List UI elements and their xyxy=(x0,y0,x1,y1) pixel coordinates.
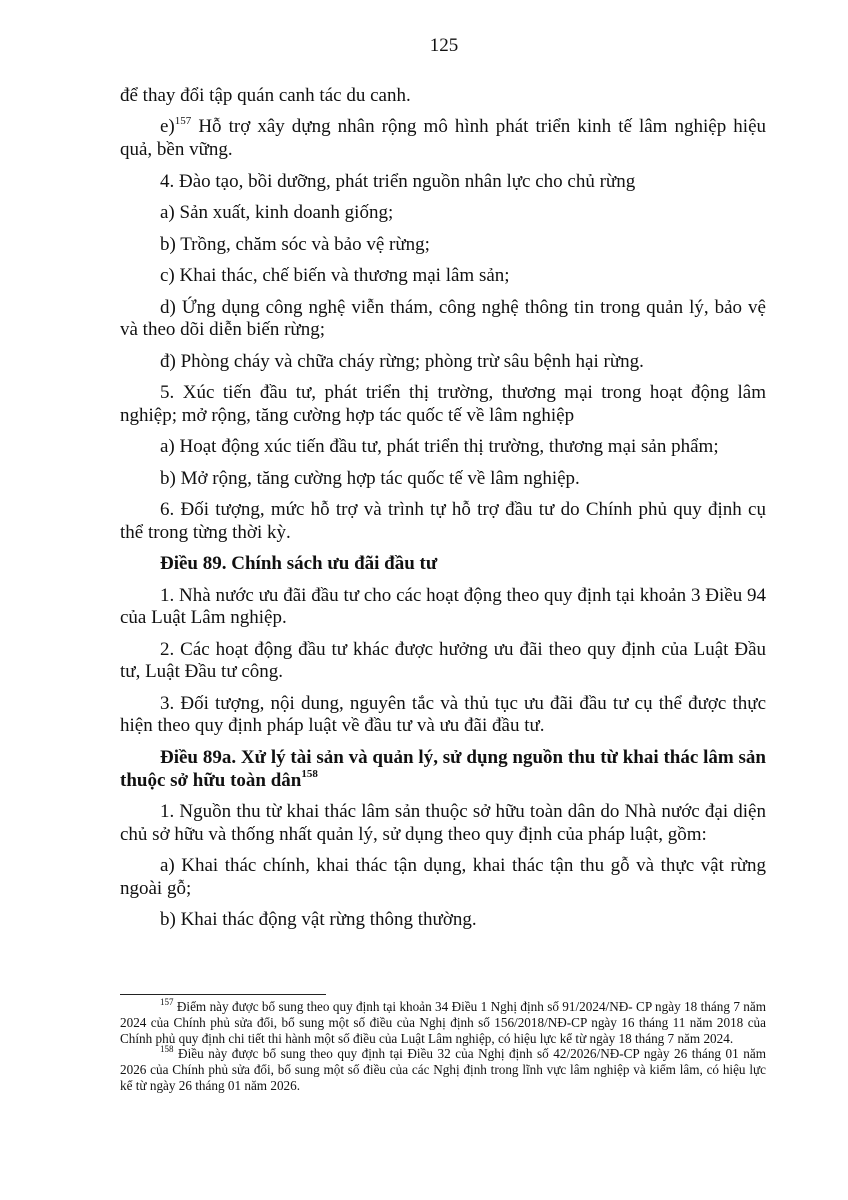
article-heading-89a xyxy=(120,747,766,792)
footnote-157 xyxy=(120,996,766,1046)
paragraph-89-1: 1. Nhà nước ưu đãi đầu tư cho các hoạt động theo quy định tại khoản 3 Điều 94 của Luật Lâm nghiệp. xyxy=(120,584,766,629)
paragraph-item-5a: a) Hoạt động xúc tiến đầu tư, phát triển thị trường, thương mại sản phẩm; xyxy=(160,436,719,458)
footnotes xyxy=(120,996,766,1094)
paragraph-continuation: để thay đổi tập quán canh tác du canh. xyxy=(120,85,411,106)
article-heading-89: Điều 89. Chính sách ưu đãi đầu tư xyxy=(160,553,438,575)
paragraph-89-2: 2. Các hoạt động đầu tư khác được hưởng ưu đãi theo quy định của Luật Đầu tư, Luật Đầu tư công. xyxy=(120,638,766,683)
heading-text: Điều 89a. Xử lý tài sản và quản lý, sử dụng nguồn thu từ khai thác lâm sản thuộc sở hữu toàn dân xyxy=(120,746,766,791)
paragraph-item-e xyxy=(120,116,766,161)
paragraph-item-4a: a) Sản xuất, kinh doanh giống; xyxy=(160,202,394,224)
footnote-ref-157[interactable]: 157 xyxy=(174,115,192,128)
paragraph-section-5: 5. Xúc tiến đầu tư, phát triển thị trường, thương mại trong hoạt động lâm nghiệp; mở rộng, tăng cường hợp tác quốc tế về lâm nghiệp xyxy=(120,382,766,426)
paragraph-item-4c: c) Khai thác, chế biến và thương mại lâm sản; xyxy=(160,265,510,287)
body-text xyxy=(120,85,766,941)
footnote-divider xyxy=(120,994,326,995)
page-number: 125 xyxy=(429,35,459,56)
footnote-158 xyxy=(120,1046,766,1093)
paragraph-89a-1a: a) Khai thác chính, khai thác tận dụng, khai thác tận thu gỗ và thực vật rừng ngoài gỗ; xyxy=(120,855,766,899)
paragraph-89-3: 3. Đối tượng, nội dung, nguyên tắc và thủ tục ưu đãi đầu tư cụ thể được thực hiện theo quy định pháp luật về đầu tư và ưu đãi đầu tư. xyxy=(120,692,766,737)
paragraph-89a-1b: b) Khai thác động vật rừng thông thường. xyxy=(160,909,477,931)
paragraph-section-4: 4. Đào tạo, bồi dưỡng, phát triển nguồn nhân lực cho chủ rừng xyxy=(160,170,636,192)
footnote-ref-158[interactable]: 158 xyxy=(301,768,318,781)
item-text: Hỗ trợ xây dựng nhân rộng mô hình phát triển kinh tế lâm nghiệp hiệu quả, bền vững. xyxy=(120,116,766,161)
paragraph-item-4dd: đ) Phòng cháy và chữa cháy rừng; phòng trừ sâu bệnh hại rừng. xyxy=(160,350,644,372)
paragraph-item-5b: b) Mở rộng, tăng cường hợp tác quốc tế về lâm nghiệp. xyxy=(160,467,580,489)
paragraph-item-4d: d) Ứng dụng công nghệ viễn thám, công nghệ thông tin trong quản lý, bảo vệ và theo dõi diễn biến rừng; xyxy=(120,296,766,341)
footnote-text: Điều này được bổ sung theo quy định tại Điều 32 của Nghị định số 42/2026/NĐ-CP ngày 26 tháng 01 năm 2026 của Chính phủ sửa đổi, bổ sung một số điều của các Nghị định trong lĩnh vực lâm nghiệp và kiểm lâm, có hiệu lực kể từ ngày 26 tháng 01 năm 2026. xyxy=(120,1046,766,1093)
footnote-number: 157 xyxy=(160,996,174,1007)
paragraph-item-4b: b) Trồng, chăm sóc và bảo vệ rừng; xyxy=(160,233,430,255)
footnote-text: Điểm này được bổ sung theo quy định tại khoản 34 Điều 1 Nghị định số 91/2024/NĐ- CP ngày 18 tháng 7 năm 2024 của Chính phủ sửa đổi, bổ sung một số điều của Nghị định số 156/2018/NĐ-CP ngày 16 tháng 11 năm 2018 của Chính phủ quy định chi tiết thi hành một số điều của Luật Lâm nghiệp, có hiệu lực kể từ ngày 18 tháng 7 năm 2024. xyxy=(120,999,766,1046)
item-label: e) xyxy=(160,116,175,138)
footnote-number: 158 xyxy=(160,1044,174,1054)
paragraph-section-6: 6. Đối tượng, mức hỗ trợ và trình tự hỗ trợ đầu tư do Chính phủ quy định cụ thể trong từng thời kỳ. xyxy=(120,499,766,543)
paragraph-89a-1: 1. Nguồn thu từ khai thác lâm sản thuộc sở hữu toàn dân do Nhà nước đại diện chủ sở hữu và thống nhất quản lý, sử dụng theo quy định của pháp luật, gồm: xyxy=(120,800,766,845)
